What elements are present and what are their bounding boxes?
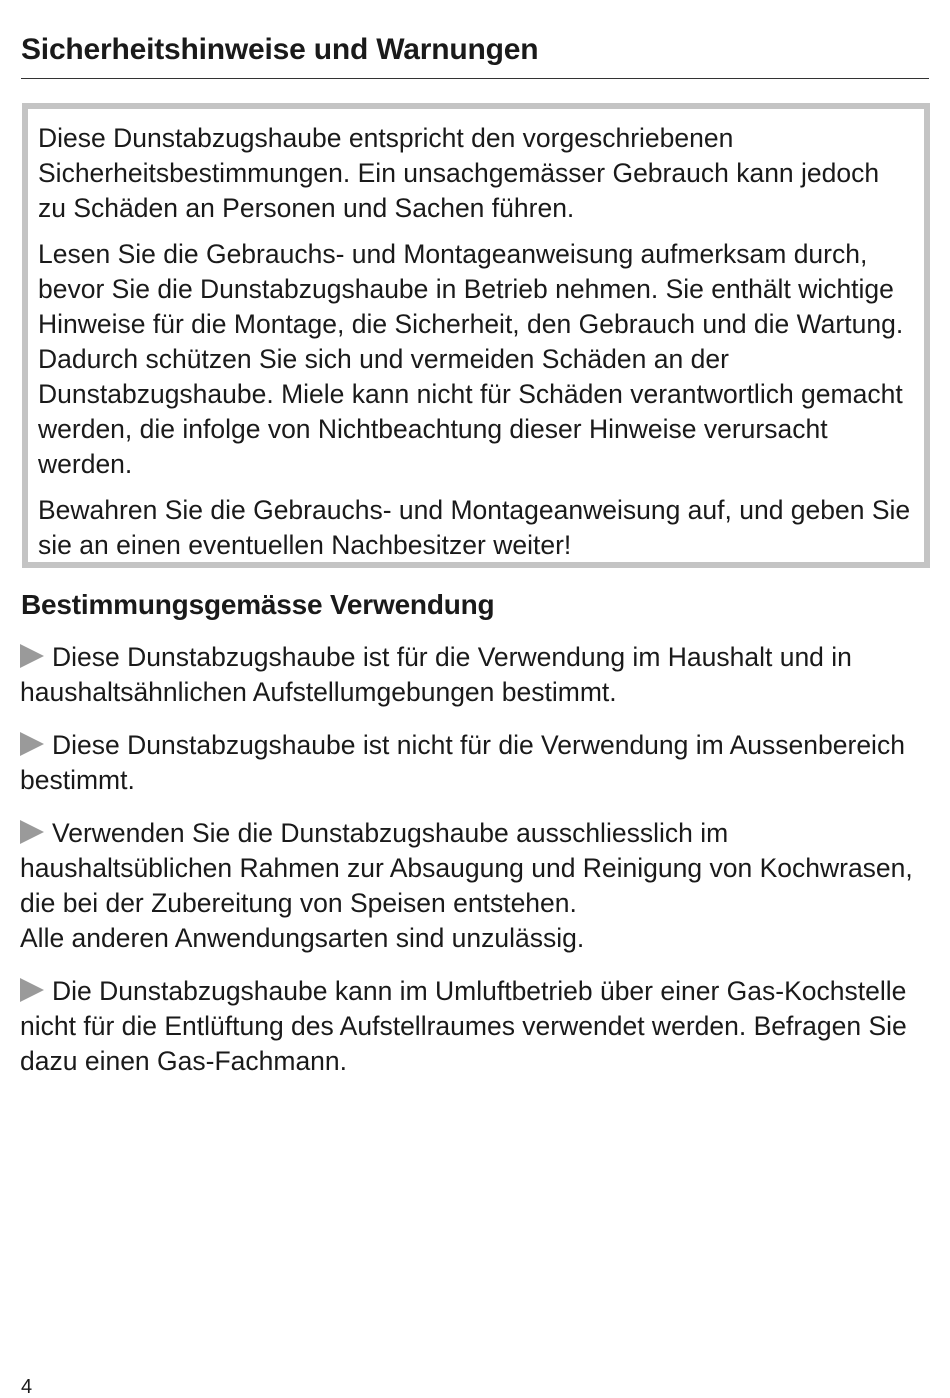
triangle-right-icon <box>20 820 44 844</box>
notice-paragraph: Diese Dunstabzugshaube entspricht den vorgeschriebenen Sicherheitsbestimmungen. Ein unsachgemässer Gebrauch kann jedoch zu Schäden an Personen und Sachen führen. <box>38 123 880 223</box>
section-heading: Bestimmungsgemässe Verwendung <box>21 589 495 620</box>
page-number: 4 <box>21 1376 33 1398</box>
list-item <box>20 974 932 1079</box>
list-item-text: Die Dunstabzugshaube kann im Umluftbetrieb über einer Gas-Kochstelle nicht für die Entlüftung des Aufstellraumes verwendet werden. Befragen Sie dazu einen Gas-Fachmann. <box>20 976 907 1076</box>
list-item <box>20 816 932 956</box>
page-title: Sicherheitshinweise und Warnungen <box>21 33 539 66</box>
list-item-note: Alle anderen Anwendungsarten sind unzulässig. <box>20 923 585 953</box>
triangle-right-icon <box>20 978 44 1002</box>
safety-notice-box <box>22 103 930 568</box>
triangle-right-icon <box>20 732 44 756</box>
notice-paragraph: Bewahren Sie die Gebrauchs- und Montageanweisung auf, und geben Sie sie an einen eventuellen Nachbesitzer weiter! <box>38 495 911 560</box>
triangle-right-icon <box>20 644 44 668</box>
usage-list <box>20 640 932 1097</box>
notice-paragraph: Lesen Sie die Gebrauchs- und Montageanweisung aufmerksam durch, bevor Sie die Dunstabzugshaube in Betrieb nehmen. Sie enthält wichtige Hinweise für die Montage, die Sicherheit, den Gebrauch und die Wartung. Dadurch schützen Sie sich und vermeiden Schäden an der Dunstabzugshaube. Miele kann nicht für Schäden verantwortlich gemacht werden, die infolge von Nichtbeachtung dieser Hinweise verursacht werden. <box>38 239 904 479</box>
list-item <box>20 728 932 798</box>
list-item <box>20 640 932 710</box>
page-header <box>21 28 929 79</box>
list-item-text: Diese Dunstabzugshaube ist für die Verwendung im Haushalt und in haushaltsähnlichen Aufstellumgebungen bestimmt. <box>20 642 852 707</box>
list-item-text: Verwenden Sie die Dunstabzugshaube ausschliesslich im haushaltsüblichen Rahmen zur Absaugung und Reinigung von Kochwrasen, die bei der Zubereitung von Speisen entstehen. <box>20 818 913 918</box>
list-item-text: Diese Dunstabzugshaube ist nicht für die Verwendung im Aussenbereich bestimmt. <box>20 730 905 795</box>
